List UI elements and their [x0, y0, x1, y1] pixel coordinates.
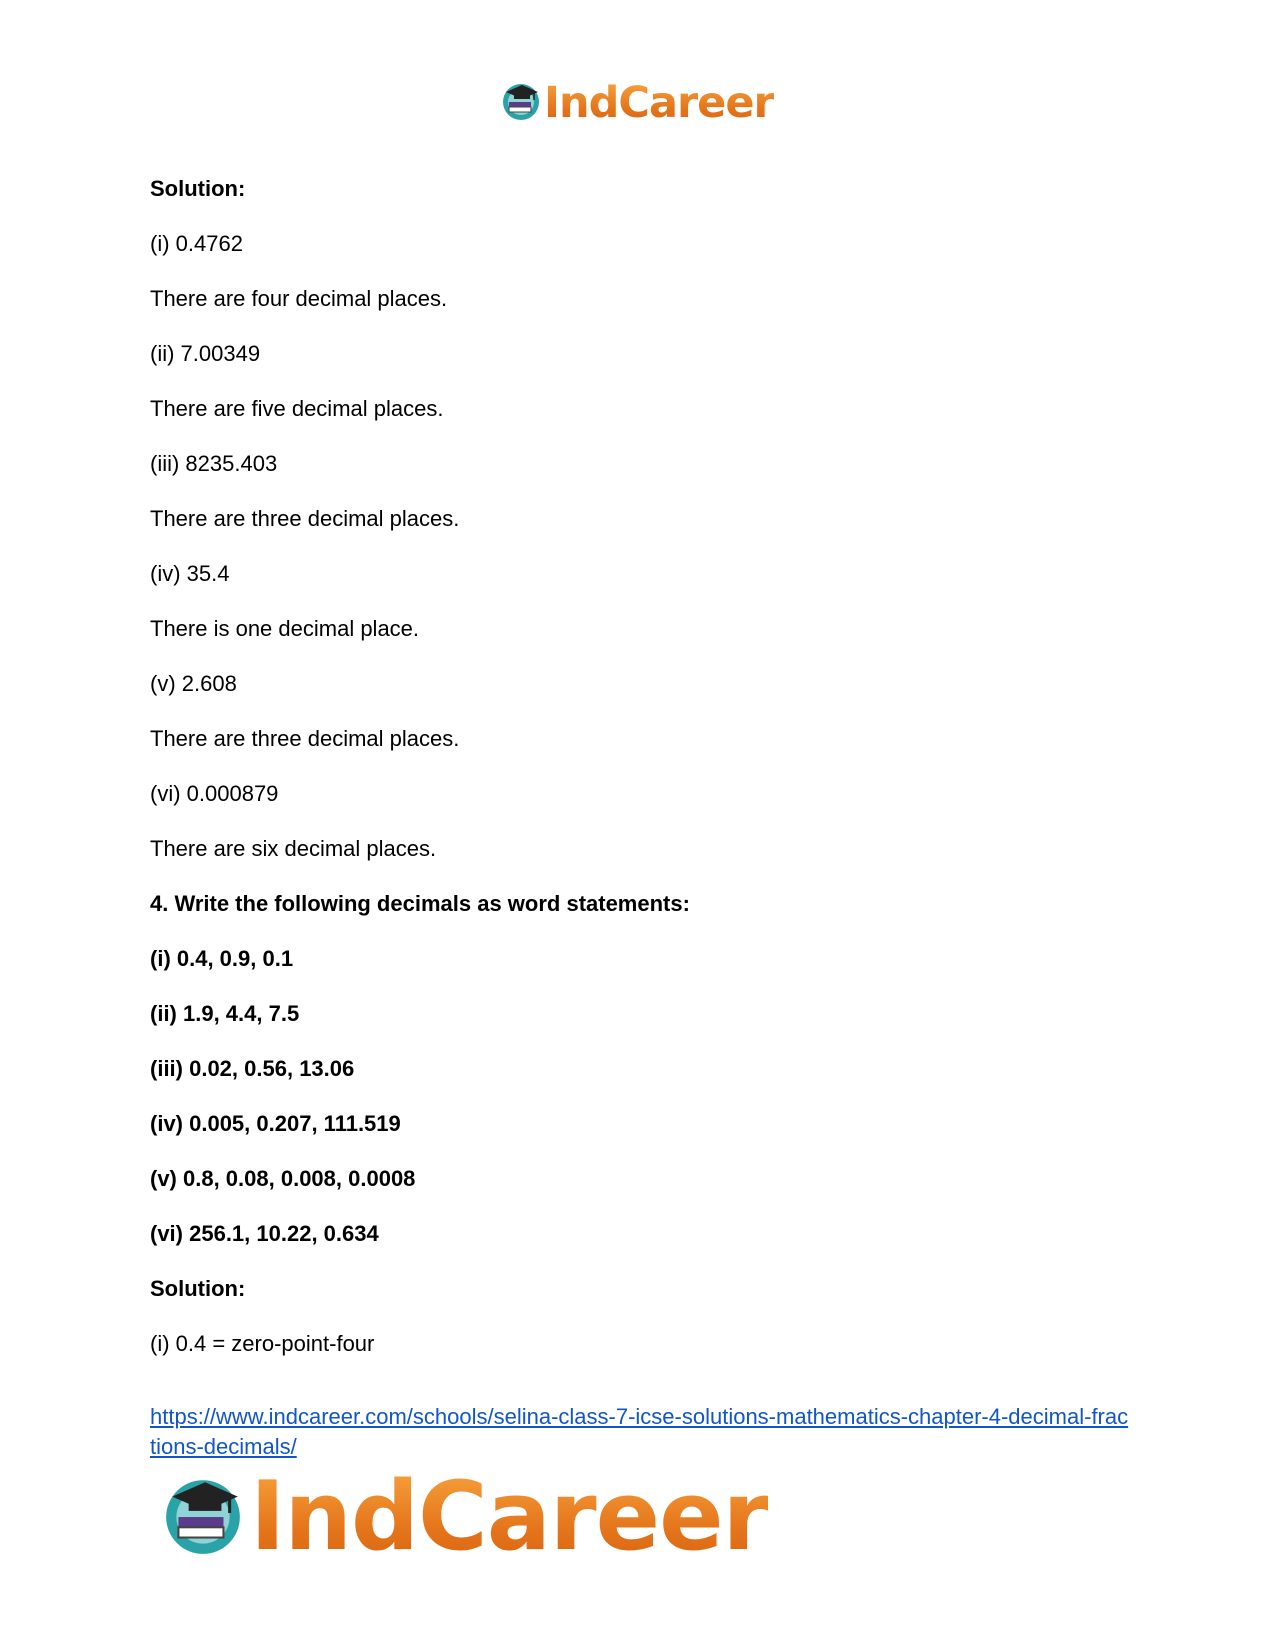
answer-item: (v) 2.608	[150, 671, 237, 696]
answer-item: (i) 0.4 = zero-point-four	[150, 1331, 375, 1356]
answer-explanation: There are five decimal places.	[150, 396, 444, 421]
header-logo	[500, 80, 774, 127]
question-item: (iii) 0.02, 0.56, 13.06	[150, 1056, 355, 1081]
question-item: (ii) 1.9, 4.4, 7.5	[150, 1001, 300, 1026]
answer-item: (i) 0.4762	[150, 231, 243, 256]
graduation-cap-books-icon	[160, 1472, 246, 1563]
answer-item: (iv) 35.4	[150, 561, 230, 586]
answer-explanation: There is one decimal place.	[150, 616, 420, 641]
logo-wordmark: IndCareer	[544, 78, 774, 128]
solution-heading: Solution:	[150, 176, 246, 201]
logo-wordmark: IndCareer	[250, 1462, 769, 1572]
question-item: (v) 0.8, 0.08, 0.008, 0.0008	[150, 1166, 416, 1191]
source-link[interactable]: https://www.indcareer.com/schools/selina-class-7-icse-solutions-mathematics-chapter-4-decimal-fractions-decimals/	[150, 1404, 1129, 1459]
question-item: (vi) 256.1, 10.22, 0.634	[150, 1221, 379, 1246]
answer-explanation: There are four decimal places.	[150, 286, 448, 311]
answer-item: (iii) 8235.403	[150, 451, 278, 476]
question-item: (iv) 0.005, 0.207, 111.519	[150, 1111, 401, 1136]
footer-logo	[160, 1462, 769, 1572]
question-heading: 4. Write the following decimals as word statements:	[150, 891, 690, 916]
graduation-cap-books-icon	[500, 80, 542, 127]
solution-heading: Solution:	[150, 1276, 246, 1301]
answer-item: (vi) 0.000879	[150, 781, 279, 806]
answer-item: (ii) 7.00349	[150, 341, 261, 366]
question-item: (i) 0.4, 0.9, 0.1	[150, 946, 294, 971]
answer-explanation: There are six decimal places.	[150, 836, 437, 861]
answer-explanation: There are three decimal places.	[150, 726, 460, 751]
answer-explanation: There are three decimal places.	[150, 506, 460, 531]
